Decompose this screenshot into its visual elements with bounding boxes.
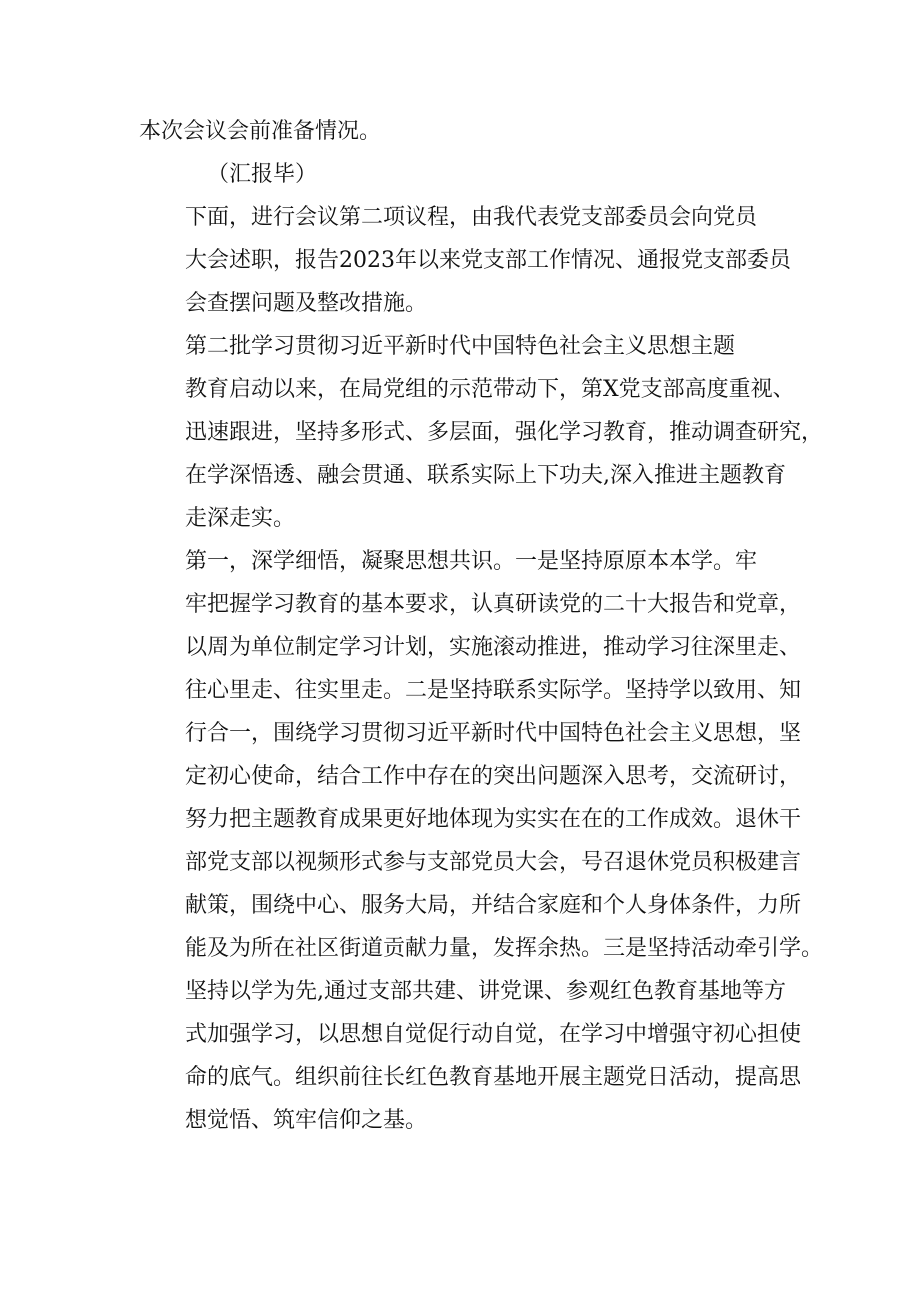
- paragraph-first-point-study: [139, 540, 824, 1142]
- text-line: 式加强学习，以思想自觉促行动自觉，在学习中增强守初心担使: [185, 1022, 802, 1047]
- text-line: 会查摆问题及整改措施。: [185, 291, 428, 316]
- text-line: 下面，进行会议第二项议程，由我代表党支部委员会向党员: [185, 205, 758, 230]
- text-line: 想觉悟、筑牢信仰之基。: [185, 1108, 428, 1133]
- text-line: 第一，深学细悟，凝聚思想共识。一是坚持原原本本学。牢: [185, 549, 758, 574]
- text-line: 能及为所在社区街道贡献力量，发挥余热。三是坚持活动牵引学。: [185, 936, 824, 961]
- text-line: 在学深悟透、融会贯通、联系实际上下功夫,深入推进主题教育: [185, 463, 786, 488]
- text-line: 本次会议会前准备情况。: [139, 119, 382, 144]
- text-line: 努力把主题教育成果更好地体现为实实在在的工作成效。退休干: [185, 807, 802, 832]
- paragraph-meeting-preparation: [139, 110, 794, 153]
- text-line: 行合一，围绕学习贯彻习近平新时代中国特色社会主义思想，坚: [185, 721, 802, 746]
- paragraph-theme-education-intro: [139, 325, 824, 540]
- text-line: 献策，围绕中心、服务大局，并结合家庭和个人身体条件，力所: [185, 893, 802, 918]
- paragraph-report-end: [139, 153, 794, 196]
- text-line: 大会述职，报告2023年以来党支部工作情况、通报党支部委员: [185, 248, 791, 273]
- text-line: 命的底气。组织前往长红色教育基地开展主题党日活动，提高思: [185, 1065, 802, 1090]
- text-line: 第二批学习贯彻习近平新时代中国特色社会主义思想主题: [185, 334, 736, 359]
- text-line: 坚持以学为先,通过支部共建、讲党课、参观红色教育基地等方: [185, 979, 786, 1004]
- text-line: 定初心使命，结合工作中存在的突出问题深入思考，交流研讨，: [185, 764, 802, 789]
- text-line: 牢把握学习教育的基本要求，认真研读党的二十大报告和党章，: [185, 592, 802, 617]
- text-line: 教育启动以来，在局党组的示范带动下，第X党支部高度重视、: [185, 377, 795, 402]
- paragraph-agenda-item-two: [139, 196, 794, 325]
- text-line: 迅速跟进，坚持多形式、多层面，强化学习教育，推动调查研究，: [185, 420, 824, 445]
- text-line: 走深走实。: [185, 506, 296, 531]
- text-line: 往心里走、往实里走。二是坚持联系实际学。坚持学以致用、知: [185, 678, 802, 703]
- text-line: 部党支部以视频形式参与支部党员大会，号召退休党员积极建言: [185, 850, 802, 875]
- text-line: 以周为单位制定学习计划，实施滚动推进，推动学习往深里走、: [185, 635, 802, 660]
- text-line: （汇报毕）: [207, 162, 318, 187]
- document-body: [139, 110, 824, 1142]
